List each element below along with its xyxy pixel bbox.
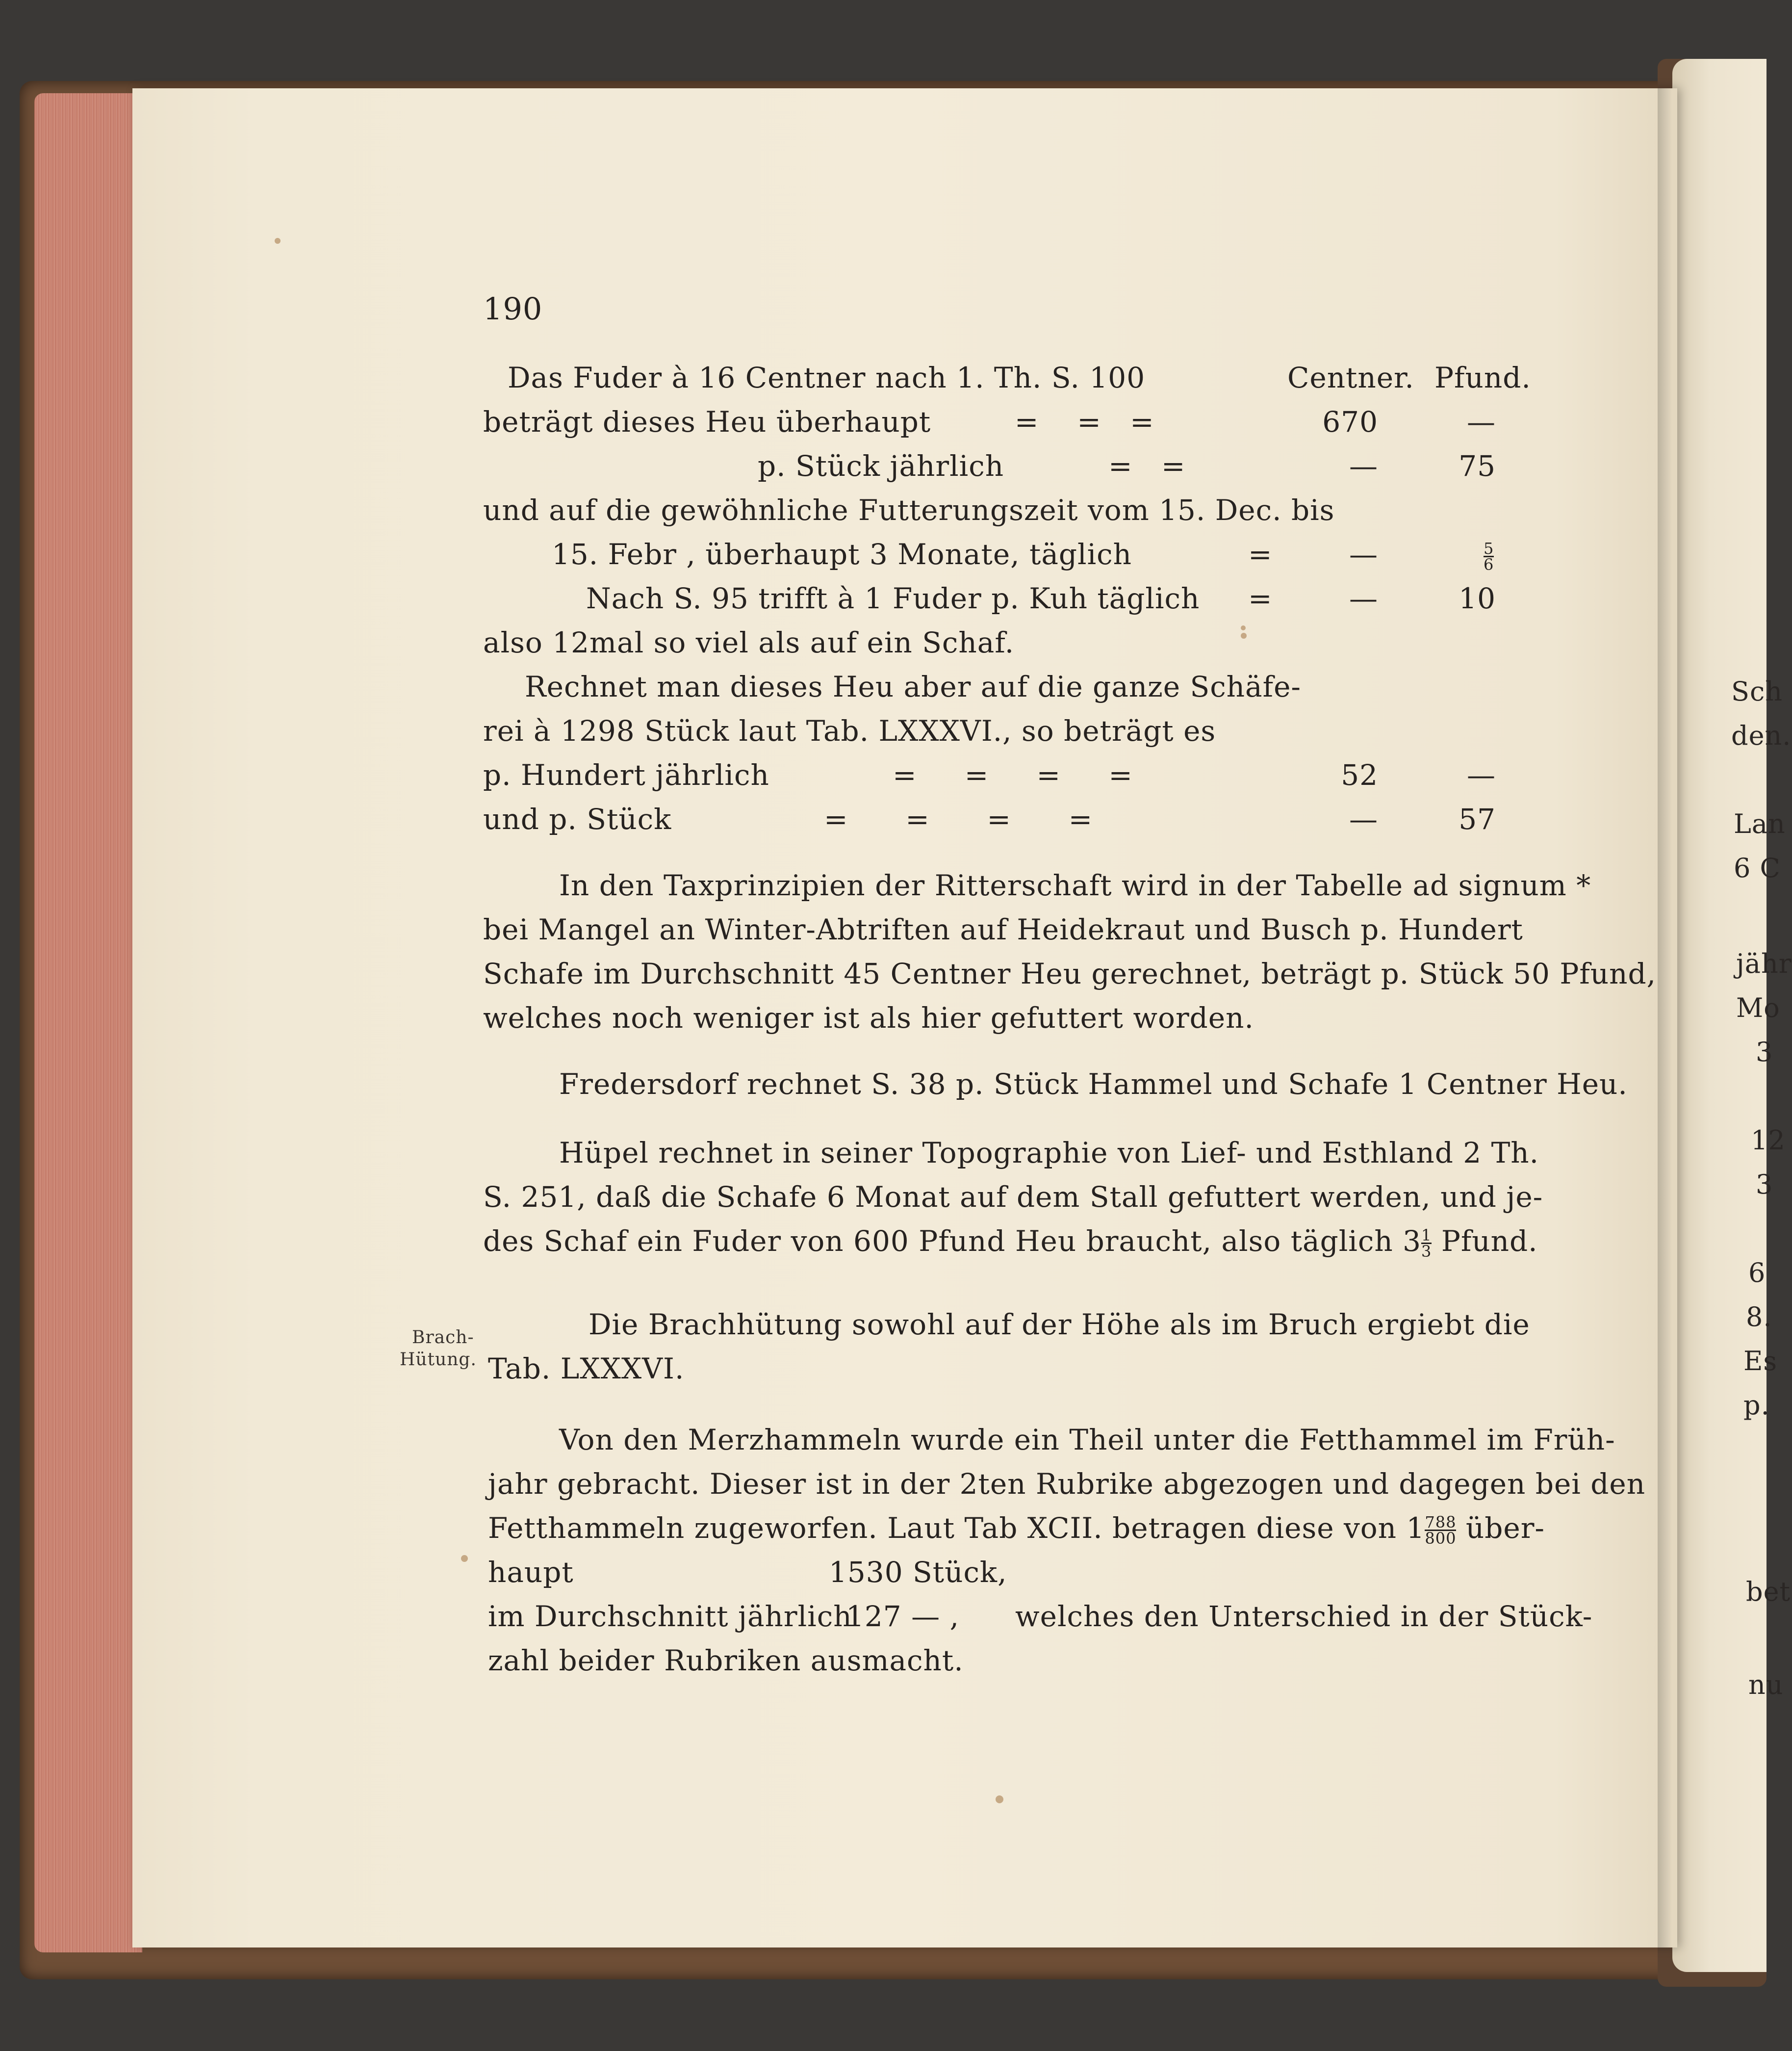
fraction-denominator: 3 bbox=[1421, 1242, 1432, 1261]
table-cell: 57 bbox=[1459, 803, 1496, 836]
fraction-five-sixths bbox=[1484, 537, 1494, 572]
foxing-spot bbox=[461, 1555, 468, 1562]
paragraph-line: jahr gebracht. Dieser ist in der 2ten Rubrike abgezogen und dagegen bei den bbox=[488, 1467, 1646, 1501]
paragraph-line: Tab. LXXXVI. bbox=[488, 1352, 685, 1385]
unit-text: Pfund. bbox=[1441, 1224, 1538, 1258]
ditto-marks: = = bbox=[1108, 449, 1186, 483]
foxing-spot bbox=[1241, 625, 1246, 630]
table-row-label: p. Stück jährlich bbox=[758, 449, 1004, 483]
next-page-fragment: jähr bbox=[1736, 948, 1792, 979]
paragraph-line: S. 251, daß die Schafe 6 Monat auf dem Stall gefuttert werden, und je- bbox=[483, 1180, 1543, 1214]
margin-note-line: Hütung. bbox=[400, 1350, 477, 1370]
table-cell: — bbox=[1467, 758, 1496, 792]
table-row-label: und auf die gewöhnliche Futterungszeit vom 15. Dec. bis bbox=[483, 493, 1335, 527]
next-page-fragment: 3 bbox=[1756, 1037, 1773, 1067]
paragraph-line: Schafe im Durchschnitt 45 Centner Heu gerechnet, beträgt p. Stück 50 Pfund, bbox=[483, 957, 1657, 990]
fraction-numerator: 788 bbox=[1425, 1513, 1457, 1532]
table-row-label: p. Hundert jährlich bbox=[483, 758, 769, 792]
table-row-label: 15. Febr , überhaupt 3 Monate, täglich bbox=[552, 538, 1132, 571]
table-cell: 10 bbox=[1459, 582, 1496, 615]
year-fraction bbox=[1425, 1515, 1456, 1546]
table-cell: — bbox=[1467, 405, 1496, 439]
ditto-marks: = = = = bbox=[824, 803, 1093, 836]
table-row-label: Nach S. 95 trifft à 1 Fuder p. Kuh täglich bbox=[586, 582, 1200, 615]
paragraph-line: rei à 1298 Stück laut Tab. LXXXVI., so beträgt es bbox=[483, 714, 1216, 748]
foxing-spot bbox=[996, 1795, 1003, 1803]
fraction-one-third bbox=[1421, 1228, 1432, 1259]
margin-note-line: Brach- bbox=[412, 1327, 474, 1348]
fraction-numerator: 5 bbox=[1484, 539, 1494, 558]
ditto-marks: = = = = bbox=[893, 758, 1133, 792]
table-cell: 52 bbox=[1341, 758, 1378, 792]
column-header-centner: Centner. bbox=[1287, 361, 1414, 394]
page-gutter-shadow bbox=[1658, 88, 1672, 1947]
next-page-fragment: 6 C bbox=[1734, 853, 1781, 883]
table-row-label: beträgt dieses Heu überhaupt bbox=[483, 405, 931, 439]
next-page-fragment: 3 bbox=[1756, 1169, 1773, 1200]
paragraph-line: In den Taxprinzipien der Ritterschaft wird in der Tabelle ad signum * bbox=[559, 869, 1591, 902]
paragraph-text: welches den Unterschied in der Stück- bbox=[1015, 1600, 1593, 1633]
next-page-fragment: nu bbox=[1748, 1669, 1784, 1700]
next-page-fragment: Sch bbox=[1731, 676, 1783, 707]
paragraph-line: Von den Merzhammeln wurde ein Theil unter die Fetthammel im Früh- bbox=[559, 1423, 1615, 1456]
mixed-number-whole: 3 bbox=[1403, 1224, 1422, 1258]
page-number: 190 bbox=[483, 291, 543, 327]
paragraph-line: Rechnet man dieses Heu aber auf die ganze Schäfe- bbox=[525, 670, 1301, 703]
fraction-denominator: 800 bbox=[1425, 1529, 1457, 1548]
fraction-denominator: 6 bbox=[1484, 555, 1494, 574]
hyphenated-word: über- bbox=[1465, 1511, 1545, 1545]
table-cell: 670 bbox=[1322, 405, 1378, 439]
paragraph-text: Fetthammeln zugeworfen. Laut Tab XCII. betragen diese von bbox=[488, 1511, 1397, 1545]
ditto-marks: = bbox=[1248, 582, 1273, 615]
paragraph-line: Die Brachhütung sowohl auf der Höhe als im Bruch ergiebt die bbox=[589, 1308, 1530, 1341]
fraction-numerator: 1 bbox=[1421, 1226, 1432, 1245]
table-cell: — bbox=[1349, 449, 1378, 483]
table-intro: Das Fuder à 16 Centner nach 1. Th. S. 100 bbox=[508, 361, 1146, 394]
mixed-number-whole: 1 bbox=[1406, 1511, 1425, 1545]
paragraph-line: Hüpel rechnet in seiner Topographie von Lief- und Esthland 2 Th. bbox=[559, 1136, 1539, 1169]
table-cell: — bbox=[1349, 803, 1378, 836]
next-page-fragment: 6 bbox=[1748, 1257, 1766, 1288]
next-page-fragment: den. bbox=[1731, 720, 1792, 751]
table-row-label: also 12mal so viel als auf ein Schaf. bbox=[483, 626, 1015, 659]
next-page-fragment: Mo bbox=[1736, 992, 1780, 1023]
paragraph-line: zahl beider Rubriken ausmacht. bbox=[488, 1644, 964, 1677]
table-cell: — bbox=[1349, 582, 1378, 615]
column-header-pfund: Pfund. bbox=[1434, 361, 1531, 394]
next-page-fragment: p. bbox=[1743, 1390, 1770, 1421]
paragraph-line: welches noch weniger ist als hier gefuttert worden. bbox=[483, 1001, 1254, 1035]
next-page-fragment: 12 bbox=[1751, 1125, 1786, 1156]
page-edges bbox=[34, 93, 142, 1952]
paragraph-line: Fredersdorf rechnet S. 38 p. Stück Hammel und Schafe 1 Centner Heu. bbox=[559, 1067, 1628, 1101]
table-row-label: und p. Stück bbox=[483, 803, 672, 836]
table-cell: — bbox=[1349, 538, 1378, 571]
paragraph-text: des Schaf ein Fuder von 600 Pfund Heu braucht, also täglich bbox=[483, 1224, 1393, 1258]
ditto-marks: = = = bbox=[996, 405, 1154, 439]
table-row-label: haupt bbox=[488, 1556, 574, 1589]
foxing-spot bbox=[275, 238, 281, 244]
paragraph-line bbox=[483, 1224, 1538, 1259]
paragraph-line: bei Mangel an Winter-Abtriften auf Heidekraut und Busch p. Hundert bbox=[483, 913, 1523, 946]
table-cell: 75 bbox=[1459, 449, 1496, 483]
next-page-fragment: Es bbox=[1743, 1346, 1778, 1376]
paragraph-line bbox=[488, 1511, 1545, 1546]
table-row-label: im Durchschnitt jährlich bbox=[488, 1600, 852, 1633]
ditto-marks: = bbox=[1248, 538, 1273, 571]
next-page-fragment: 8. bbox=[1746, 1301, 1772, 1332]
table-cell: 127 — , bbox=[846, 1600, 960, 1633]
next-page-fragment: bet bbox=[1746, 1576, 1791, 1607]
next-page-fragment: Lan bbox=[1734, 808, 1786, 839]
table-cell: 1530 Stück, bbox=[829, 1556, 1007, 1589]
foxing-spot bbox=[1241, 633, 1247, 639]
